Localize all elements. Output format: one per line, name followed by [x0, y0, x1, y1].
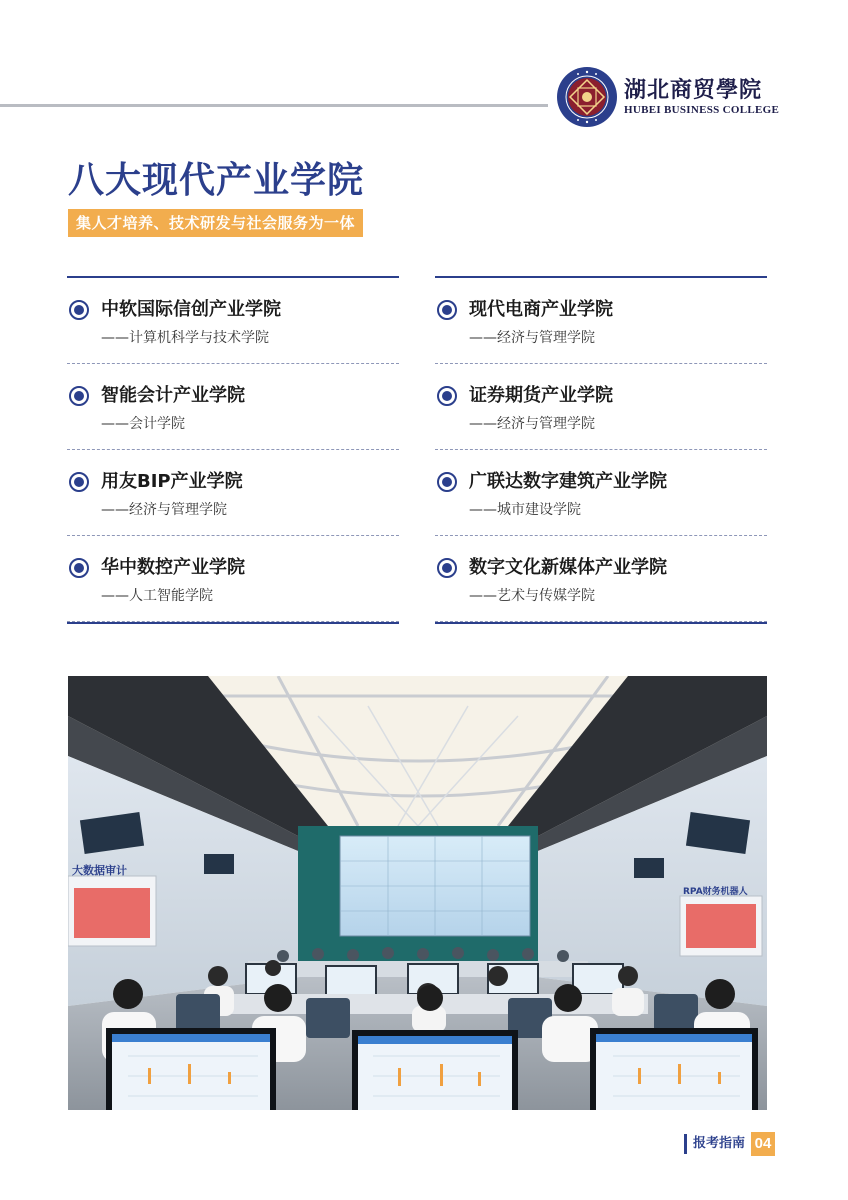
parent-school: ——艺术与传媒学院 — [469, 588, 595, 604]
footer-label: 报考指南 — [693, 1136, 746, 1151]
bullet-dot-icon — [69, 558, 89, 578]
list-item — [67, 450, 399, 536]
training-hall-photo — [68, 676, 767, 1110]
list-item — [67, 536, 399, 622]
page-title: 八大现代产业学院 — [68, 160, 365, 201]
column-bottom-rule — [67, 622, 399, 624]
list-item — [435, 364, 767, 450]
bullet-dot-icon — [437, 300, 457, 320]
college-logo — [556, 66, 779, 128]
college-name: 智能会计产业学院 — [101, 385, 245, 406]
parent-school: ——经济与管理学院 — [469, 416, 595, 432]
college-name: 数字文化新媒体产业学院 — [469, 557, 667, 578]
classroom-illustration — [68, 676, 767, 1110]
page-subtitle: 集人才培养、技术研发与社会服务为一体 — [68, 209, 363, 237]
list-item — [67, 278, 399, 364]
header-rule — [0, 104, 548, 107]
college-name: 现代电商产业学院 — [469, 299, 613, 320]
logo-english-name: HUBEI BUSINESS COLLEGE — [624, 104, 780, 116]
list-item — [435, 450, 767, 536]
college-seal-icon — [556, 66, 618, 128]
college-name: 用友BIP产业学院 — [101, 471, 243, 492]
bullet-dot-icon — [437, 472, 457, 492]
page-footer — [684, 1132, 775, 1156]
logo-chinese-name: 湖北商贸學院 — [624, 77, 763, 103]
college-name: 华中数控产业学院 — [101, 557, 245, 578]
parent-school: ——会计学院 — [101, 416, 185, 432]
college-name: 广联达数字建筑产业学院 — [469, 471, 667, 492]
college-name: 证券期货产业学院 — [469, 385, 613, 406]
left-wall-label: 大数据审计 — [72, 864, 127, 877]
bullet-dot-icon — [437, 558, 457, 578]
parent-school: ——经济与管理学院 — [101, 502, 227, 518]
college-name: 中软国际信创产业学院 — [101, 299, 281, 320]
bullet-dot-icon — [69, 300, 89, 320]
footer-divider — [684, 1134, 687, 1154]
column-bottom-rule — [435, 622, 767, 624]
colleges-left-column — [67, 276, 399, 624]
colleges-right-column — [435, 276, 767, 624]
list-item — [67, 364, 399, 450]
parent-school: ——城市建设学院 — [469, 502, 581, 518]
bullet-dot-icon — [69, 386, 89, 406]
parent-school: ——计算机科学与技术学院 — [101, 330, 269, 346]
bullet-dot-icon — [69, 472, 89, 492]
parent-school: ——人工智能学院 — [101, 588, 213, 604]
parent-school: ——经济与管理学院 — [469, 330, 595, 346]
page-number: 04 — [751, 1132, 775, 1156]
bullet-dot-icon — [437, 386, 457, 406]
list-item — [435, 536, 767, 622]
right-wall-label: RPA财务机器人 — [683, 887, 748, 897]
list-item — [435, 278, 767, 364]
